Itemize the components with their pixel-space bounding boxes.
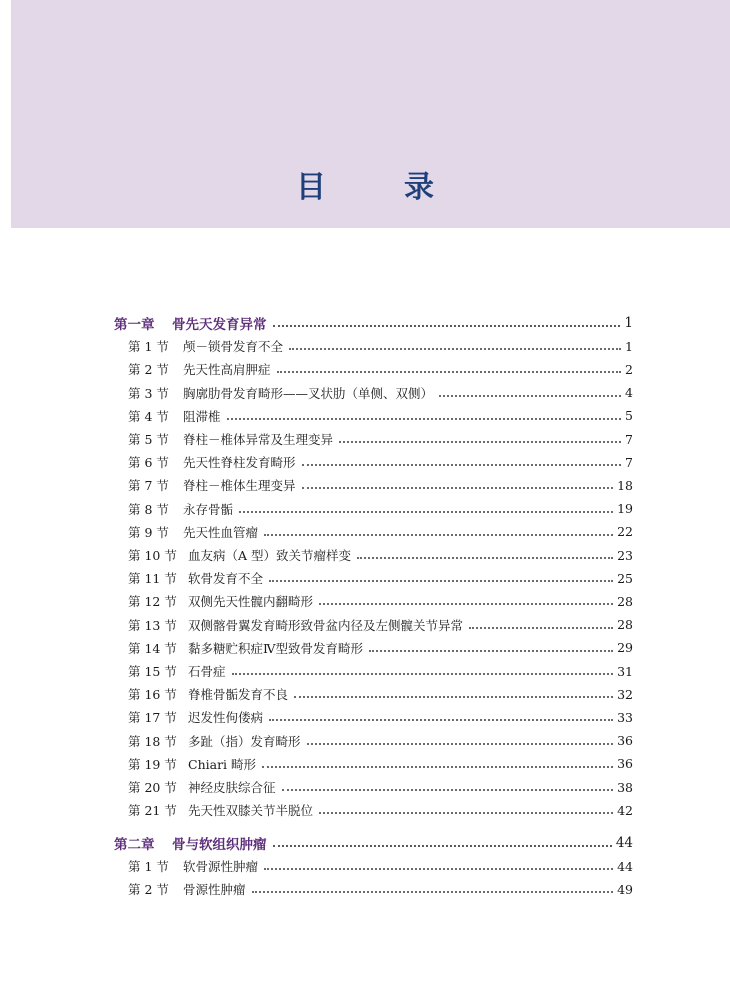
section-title: 软骨发育不全	[188, 571, 264, 587]
dot-leader	[357, 557, 613, 559]
dot-leader	[264, 534, 613, 536]
toc-section[interactable]	[0, 405, 730, 427]
dot-leader	[302, 464, 621, 466]
toc-section[interactable]	[0, 730, 730, 752]
page-number: 5	[625, 408, 633, 424]
page-number: 42	[617, 802, 633, 818]
section-title: 骨源性肿瘤	[183, 882, 246, 898]
toc-section[interactable]	[0, 683, 730, 705]
dot-leader	[273, 845, 612, 847]
toc-section[interactable]	[0, 753, 730, 775]
dot-leader	[264, 868, 613, 870]
page-number: 31	[617, 663, 633, 679]
page-number: 25	[617, 570, 633, 586]
page-number: 44	[615, 835, 633, 851]
page-number: 22	[617, 524, 633, 540]
section-title: 黏多糖贮积症Ⅳ型致骨发育畸形	[188, 640, 363, 656]
page-number: 36	[617, 756, 633, 772]
dot-leader	[302, 487, 613, 489]
section-number: 第 10 节	[128, 548, 177, 563]
section-number: 第 5 节	[128, 432, 169, 447]
section-number: 第 21 节	[128, 803, 177, 819]
section-number: 第 1 节	[128, 859, 169, 875]
page-number: 1	[624, 315, 633, 331]
section-number: 第 20 节	[128, 780, 177, 795]
page-title: 目 录	[296, 170, 458, 205]
chapter-number: 第一章	[114, 317, 155, 333]
dot-leader	[319, 603, 613, 605]
dot-leader	[262, 766, 613, 768]
toc-section[interactable]	[0, 335, 730, 357]
chapter-number: 第二章	[114, 837, 155, 853]
section-title: 先天性高肩胛症	[183, 362, 271, 378]
toc-section[interactable]	[0, 776, 730, 798]
section-title: 胸廓肋骨发育畸形——叉状肋（单侧、双侧）	[183, 385, 434, 401]
page-number: 29	[617, 640, 633, 656]
page-number: 49	[617, 881, 633, 897]
section-number: 第 13 节	[128, 617, 177, 633]
section-title: 多趾（指）发育畸形	[188, 733, 301, 749]
toc-chapter-2[interactable]	[0, 832, 730, 854]
page-number: 23	[617, 547, 633, 563]
section-title: 永存骨骺	[183, 501, 234, 517]
toc-section[interactable]	[0, 637, 730, 659]
dot-leader	[369, 650, 613, 652]
section-number: 第 8 节	[128, 501, 169, 517]
toc-section[interactable]	[0, 358, 730, 380]
section-number: 第 1 节	[128, 339, 169, 355]
section-number: 第 2 节	[128, 882, 169, 898]
dot-leader	[289, 348, 621, 350]
section-title: 脊柱－椎体异常及生理变异	[183, 432, 334, 447]
section-number: 第 7 节	[128, 478, 169, 494]
section-number: 第 17 节	[128, 710, 177, 726]
page-number: 7	[625, 454, 633, 470]
section-title: 先天性脊柱发育畸形	[183, 455, 296, 471]
page-number: 2	[625, 361, 633, 377]
section-title: 石骨症	[188, 664, 226, 679]
section-number: 第 6 节	[128, 455, 169, 471]
toc-chapter-1[interactable]	[0, 312, 730, 334]
toc-section[interactable]	[0, 498, 730, 520]
dot-leader	[282, 789, 613, 791]
page-number: 44	[617, 858, 633, 874]
section-title: 先天性血管瘤	[183, 524, 259, 540]
dot-leader	[439, 395, 621, 397]
dot-leader	[273, 325, 621, 327]
toc-section[interactable]	[0, 474, 730, 496]
section-number: 第 3 节	[128, 385, 169, 401]
section-number: 第 2 节	[128, 362, 169, 378]
section-number: 第 11 节	[128, 571, 177, 587]
section-title: 颅－锁骨发育不全	[183, 339, 284, 355]
section-number: 第 16 节	[128, 687, 177, 703]
dot-leader	[269, 719, 613, 721]
toc-section[interactable]	[0, 382, 730, 404]
chapter-title: 骨与软组织肿瘤	[172, 837, 267, 853]
section-title: 双侧髂骨翼发育畸形致骨盆内径及左侧髋关节异常	[188, 617, 464, 633]
section-number: 第 18 节	[128, 733, 177, 749]
section-number: 第 14 节	[128, 640, 177, 656]
section-title: 脊椎骨骺发育不良	[188, 687, 289, 703]
page-number: 4	[625, 385, 633, 401]
dot-leader	[277, 371, 621, 373]
dot-leader	[269, 580, 613, 582]
section-number: 第 19 节	[128, 756, 177, 772]
dot-leader	[319, 812, 613, 814]
page-number: 19	[617, 501, 633, 517]
section-title: 迟发性佝偻病	[188, 710, 264, 726]
toc-section[interactable]	[0, 590, 730, 612]
page-number: 38	[617, 779, 633, 795]
section-title: 脊柱－椎体生理变异	[183, 478, 296, 494]
toc-section[interactable]	[0, 521, 730, 543]
page-number: 7	[625, 431, 633, 447]
page-number: 33	[617, 709, 633, 725]
toc-section[interactable]	[0, 451, 730, 473]
section-number: 第 4 节	[128, 408, 169, 424]
dot-leader	[294, 696, 613, 698]
page-number: 1	[625, 338, 633, 354]
chapter-title: 骨先天发育异常	[172, 317, 267, 333]
dot-leader	[252, 891, 613, 893]
section-title: 神经皮肤综合征	[188, 780, 276, 795]
page-number: 36	[617, 733, 633, 749]
section-title: 软骨源性肿瘤	[183, 859, 259, 875]
section-title: Chiari 畸形	[188, 756, 257, 772]
section-title: 血友病（A 型）致关节瘤样变	[188, 548, 352, 563]
toc-section[interactable]	[0, 706, 730, 728]
dot-leader	[307, 743, 613, 745]
toc-section[interactable]	[0, 567, 730, 589]
page-number: 28	[617, 617, 633, 633]
dot-leader	[339, 441, 621, 443]
section-number: 第 15 节	[128, 664, 177, 679]
toc-section[interactable]	[0, 544, 730, 566]
toc-section[interactable]	[0, 878, 730, 900]
toc-section[interactable]	[0, 799, 730, 821]
page-number: 18	[617, 477, 633, 493]
section-number: 第 9 节	[128, 524, 169, 540]
page-number: 32	[617, 686, 633, 702]
section-title: 先天性双膝关节半脱位	[188, 803, 314, 819]
section-title: 阻滞椎	[183, 408, 221, 424]
dot-leader	[232, 673, 613, 675]
toc-section[interactable]	[0, 614, 730, 636]
toc-section[interactable]	[0, 660, 730, 682]
dot-leader	[227, 418, 621, 420]
section-number: 第 12 节	[128, 594, 177, 610]
toc-section[interactable]	[0, 428, 730, 450]
toc-section[interactable]	[0, 855, 730, 877]
page-number: 28	[617, 593, 633, 609]
section-title: 双侧先天性髋内翻畸形	[188, 594, 314, 610]
dot-leader	[239, 511, 613, 513]
dot-leader	[469, 627, 613, 629]
